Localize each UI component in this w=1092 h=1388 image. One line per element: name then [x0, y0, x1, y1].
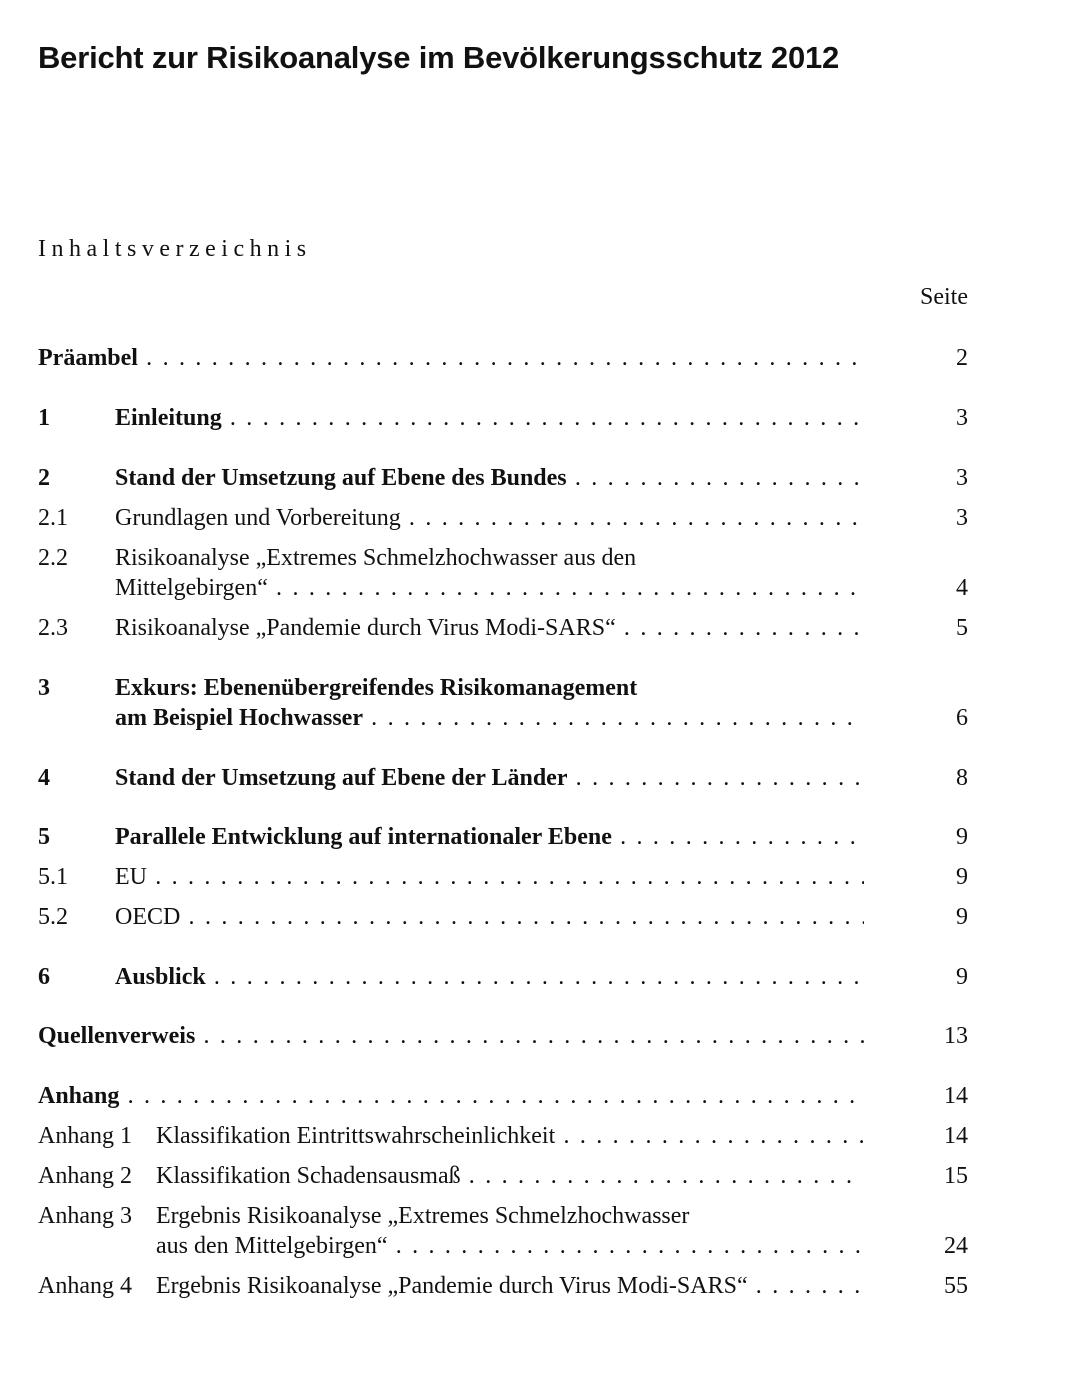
toc-entry-number: 3: [38, 675, 50, 701]
toc-entry-title: Ergebnis Risikoanalyse „Pandemie durch Virus Modi-SARS“ . . .: [156, 1271, 864, 1301]
toc-entry-2-1[interactable]: [38, 503, 968, 533]
toc-entry-page: 9: [956, 904, 968, 930]
toc-entry-number: 2.2: [38, 545, 68, 571]
toc-entry-number: Anhang 4: [38, 1273, 132, 1299]
toc-entry-title: Klassifikation Eintrittswahrscheinlichkeit . . .: [156, 1121, 864, 1151]
toc-entry-page: 3: [956, 505, 968, 531]
toc-entry-page: 5: [956, 615, 968, 641]
toc-heading: Inhaltsverzeichnis: [38, 236, 312, 262]
toc-entry-title: Grundlagen und Vorbereitung . . .: [115, 503, 864, 533]
toc-entry-number: Anhang 1: [38, 1123, 132, 1149]
toc-entry-anhang-3[interactable]: [38, 1201, 968, 1261]
toc-entry-page: 9: [956, 964, 968, 990]
toc-entry-number: 2.3: [38, 615, 68, 641]
toc-entry-page: 55: [944, 1273, 968, 1299]
toc-entry-number: Anhang 2: [38, 1163, 132, 1189]
toc-entry-page: 14: [944, 1123, 968, 1149]
toc-entry-page: 9: [956, 824, 968, 850]
toc-entry-6[interactable]: [38, 962, 968, 992]
toc-entry-2[interactable]: [38, 463, 968, 493]
toc-entry-page: 6: [956, 705, 968, 731]
toc-entry-page: 3: [956, 405, 968, 431]
toc-entry-page: 15: [944, 1163, 968, 1189]
toc-entry-page: 9: [956, 864, 968, 890]
toc-entry-title: Klassifikation Schadensausmaß . . .: [156, 1161, 864, 1191]
toc-entry-page: 14: [944, 1083, 968, 1109]
toc-entry-title: Einleitung . . .: [115, 403, 864, 433]
toc-entry-page: 3: [956, 465, 968, 491]
toc-entry-2-2[interactable]: [38, 543, 968, 603]
toc-entry-title: Risikoanalyse „Pandemie durch Virus Modi-SARS“ . . .: [115, 613, 864, 643]
toc-entry-number: 1: [38, 405, 50, 431]
toc-entry-title: Parallele Entwicklung auf internationaler Ebene . . .: [115, 822, 864, 852]
toc-entry-5-2[interactable]: [38, 902, 968, 932]
toc-entry-page: 2: [956, 345, 968, 371]
toc-entry-number: 4: [38, 765, 50, 791]
toc-entry-5[interactable]: [38, 822, 968, 852]
toc-entry-5-1[interactable]: [38, 862, 968, 892]
toc-entry-title: Stand der Umsetzung auf Ebene der Länder . . .: [115, 763, 864, 793]
toc-entry-title-line1: Ergebnis Risikoanalyse „Extremes Schmelzhochwasser: [156, 1203, 690, 1229]
toc-entry-anhang-2[interactable]: [38, 1161, 968, 1191]
toc-entry-title-line1: Risikoanalyse „Extremes Schmelzhochwasser aus den: [115, 545, 637, 571]
toc-entry-anhang-1[interactable]: [38, 1121, 968, 1151]
toc-entry-title-line2: Mittelgebirgen“ . . .: [115, 573, 864, 603]
toc-entry-4[interactable]: [38, 763, 968, 793]
toc-entry-page: 13: [944, 1023, 968, 1049]
toc-entry-number: 2.1: [38, 505, 68, 531]
toc-entry-page: 4: [956, 575, 968, 601]
page-column-label: Seite: [920, 284, 968, 310]
toc-entry-number: Anhang 3: [38, 1203, 132, 1229]
toc-entry-number: 5.1: [38, 864, 68, 890]
toc-entry-title: Präambel . . .: [38, 343, 864, 373]
toc-entry-quellenverweis[interactable]: [38, 1021, 968, 1051]
toc-entry-title-line2: am Beispiel Hochwasser . . .: [115, 703, 864, 733]
toc-entry-page: 24: [944, 1233, 968, 1259]
toc-entry-number: 5: [38, 824, 50, 850]
toc-entry-anhang[interactable]: [38, 1081, 968, 1111]
toc-entry-anhang-4[interactable]: [38, 1271, 968, 1301]
toc-entry-praeambel[interactable]: [38, 343, 968, 373]
toc-entry-page: 8: [956, 765, 968, 791]
toc-entry-number: 5.2: [38, 904, 68, 930]
toc-entry-title: Stand der Umsetzung auf Ebene des Bundes . . .: [115, 463, 864, 493]
document-title: Bericht zur Risikoanalyse im Bevölkerungsschutz 2012: [38, 40, 840, 75]
toc-entry-number: 2: [38, 465, 50, 491]
toc-entry-title: Ausblick . . .: [115, 962, 864, 992]
toc-entry-title: Quellenverweis . . .: [38, 1021, 864, 1051]
toc-entry-title-line1: Exkurs: Ebenenübergreifendes Risikomanagement: [115, 675, 638, 701]
toc-entry-title: OECD . . .: [115, 902, 864, 932]
toc-entry-title: Anhang . . .: [38, 1081, 864, 1111]
toc-entry-title: EU . . .: [115, 862, 864, 892]
toc-entry-title-line2: aus den Mittelgebirgen“ . . .: [156, 1231, 864, 1261]
toc-entry-1[interactable]: [38, 403, 968, 433]
toc-entry-2-3[interactable]: [38, 613, 968, 643]
toc-entry-3[interactable]: [38, 673, 968, 733]
toc-entry-number: 6: [38, 964, 50, 990]
